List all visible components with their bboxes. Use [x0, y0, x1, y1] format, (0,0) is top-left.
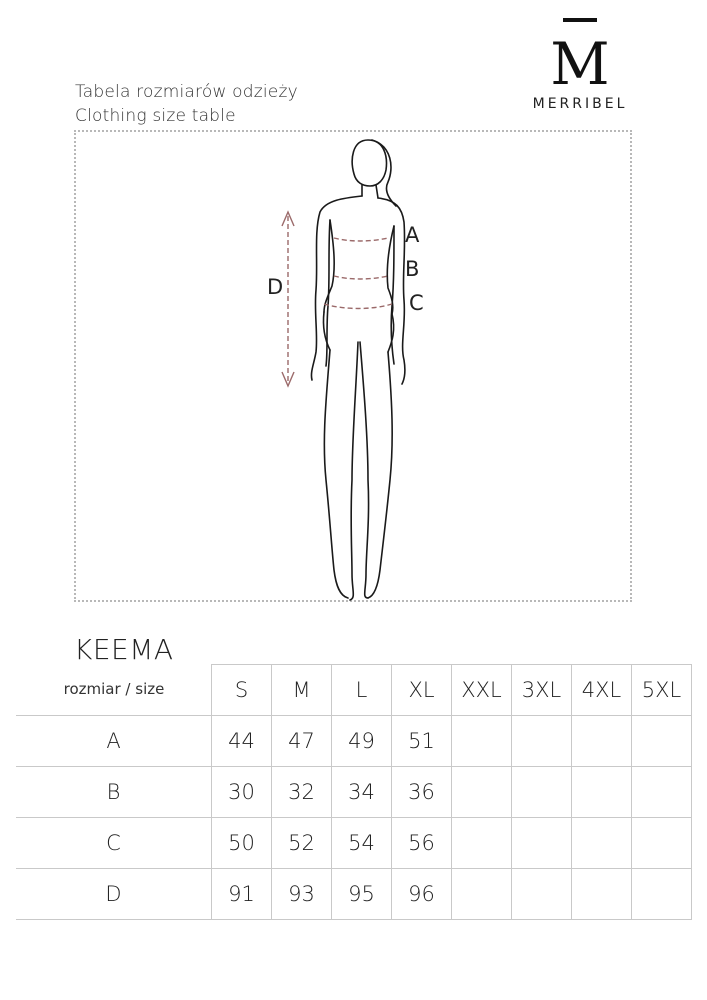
- table-cell: [452, 716, 512, 767]
- product-name: KEEMA: [74, 633, 174, 666]
- table-row: [16, 716, 692, 767]
- size-header: XL: [392, 665, 452, 716]
- table-cell: [572, 716, 632, 767]
- body-outline: [311, 140, 404, 600]
- size-header: 4XL: [572, 665, 632, 716]
- table-cell: 95: [332, 869, 392, 920]
- table-cell: [512, 767, 572, 818]
- table-cell: 52: [272, 818, 332, 869]
- measure-line-b: [334, 276, 388, 279]
- measure-line-a: [334, 238, 388, 241]
- size-header: S: [212, 665, 272, 716]
- size-header: M: [272, 665, 332, 716]
- table-cell: [572, 869, 632, 920]
- size-header: L: [332, 665, 392, 716]
- table-cell: 32: [272, 767, 332, 818]
- brand-name: MERRIBEL: [532, 96, 628, 112]
- table-cell: 54: [332, 818, 392, 869]
- table-cell: 36: [392, 767, 452, 818]
- table-cell: [632, 869, 692, 920]
- table-cell: 49: [332, 716, 392, 767]
- table-cell: [512, 716, 572, 767]
- row-label: A: [16, 716, 212, 767]
- table-cell: 50: [212, 818, 272, 869]
- marker-a: A: [405, 223, 420, 247]
- table-row: [16, 869, 692, 920]
- table-cell: [452, 818, 512, 869]
- table-cell: 91: [212, 869, 272, 920]
- measure-line-c: [324, 304, 392, 309]
- table-cell: 56: [392, 818, 452, 869]
- size-header: XXL: [452, 665, 512, 716]
- table-cell: [452, 767, 512, 818]
- table-cell: [572, 767, 632, 818]
- table-cell: 93: [272, 869, 332, 920]
- table-row: [16, 818, 692, 869]
- table-cell: 34: [332, 767, 392, 818]
- size-table: [16, 664, 692, 920]
- title-english: Clothing size table: [75, 106, 236, 126]
- size-header: 5XL: [632, 665, 692, 716]
- table-cell: 51: [392, 716, 452, 767]
- row-label: D: [16, 869, 212, 920]
- row-label: B: [16, 767, 212, 818]
- marker-d: D: [267, 275, 284, 299]
- row-label: C: [16, 818, 212, 869]
- marker-c: C: [409, 291, 424, 315]
- table-cell: [632, 818, 692, 869]
- table-cell: [632, 767, 692, 818]
- title-polish: Tabela rozmiarów odzieży: [75, 82, 298, 102]
- table-cell: 44: [212, 716, 272, 767]
- size-column-label: rozmiar / size: [63, 680, 165, 698]
- table-row: [16, 767, 692, 818]
- table-cell: 30: [212, 767, 272, 818]
- table-cell: [572, 818, 632, 869]
- table-cell: 96: [392, 869, 452, 920]
- table-cell: [632, 716, 692, 767]
- table-cell: [452, 869, 512, 920]
- table-cell: 47: [272, 716, 332, 767]
- size-header: 3XL: [512, 665, 572, 716]
- measurement-lines: [282, 212, 392, 386]
- table-cell: [512, 869, 572, 920]
- logo-letter: M: [550, 30, 610, 98]
- table-cell: [512, 818, 572, 869]
- marker-b: B: [405, 257, 420, 281]
